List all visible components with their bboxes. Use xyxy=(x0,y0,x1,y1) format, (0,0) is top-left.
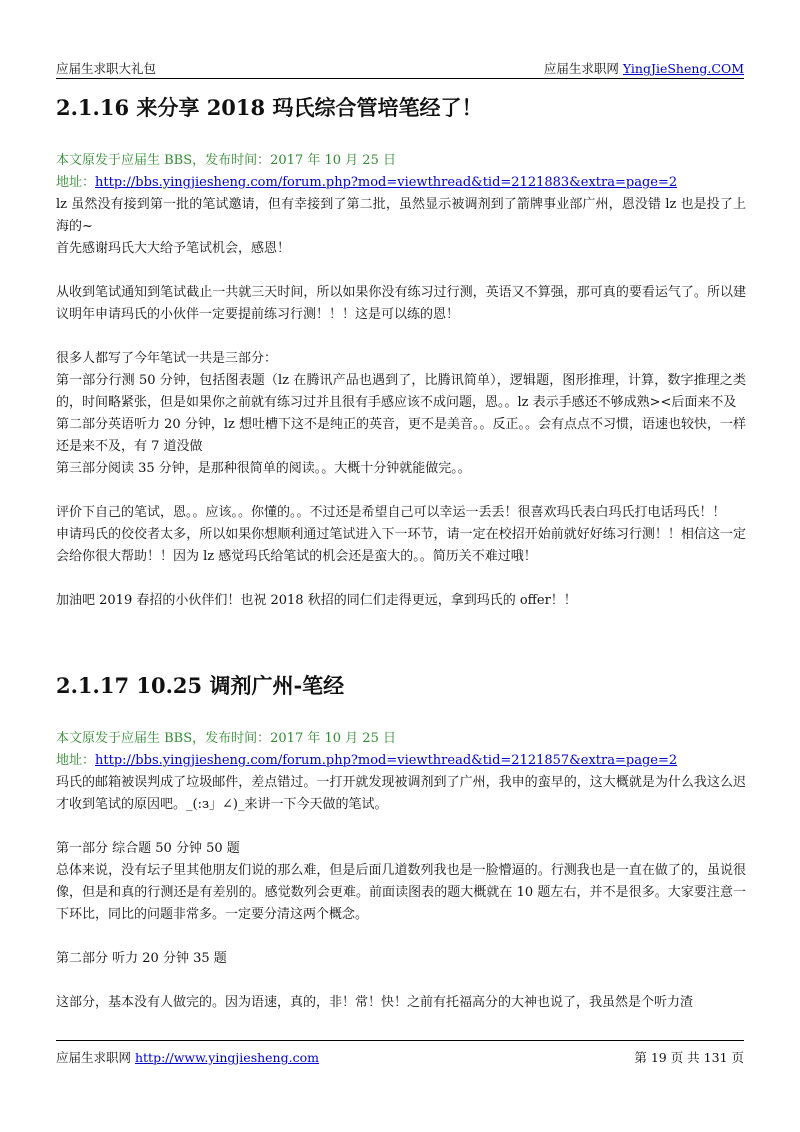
address-link[interactable]: http://bbs.yingjiesheng.com/forum.php?mod=viewthread&tid=2121883&extra=page=2 xyxy=(95,175,678,190)
address-label: 地址： xyxy=(56,753,96,768)
section-source: 本文原发于应届生 BBS，发布时间：2017 年 10 月 25 日 xyxy=(56,731,396,746)
page-header xyxy=(56,56,744,79)
page-content xyxy=(56,88,746,1014)
header-site-link[interactable]: YingJieSheng.COM xyxy=(622,61,744,76)
footer-site-name: 应届生求职网 xyxy=(56,1050,135,1065)
paragraph: 总体来说，没有坛子里其他朋友们说的那么难，但是后面几道数列我也是一脸懵逼的。行测我也是一直在做了的，虽说很像，但是和真的行测还是有差别的。感觉数列会更难。前面读图表的题大概就在 10 题左右，并不是很多。大家要注意一下环比，同比的问题非常多。一定要分清这两个概念。 xyxy=(56,863,746,922)
paragraph: 评价下自己的笔试，恩。。应该。。你懂的。。不过还是希望自己可以幸运一丢丢！很喜欢玛氏表白玛氏打电话玛氏！！ xyxy=(56,505,726,520)
blank-line xyxy=(56,480,746,502)
blank-line xyxy=(56,970,746,992)
blank-line xyxy=(56,326,746,348)
section-address xyxy=(56,172,746,194)
paragraph: lz 虽然没有接到第一批的笔试邀请，但有幸接到了第二批，虽然显示被调剂到了箭牌事业部广州，恩没错 lz 也是投了上海的~ xyxy=(56,197,746,234)
paragraph: 很多人都写了今年笔试一共是三部分： xyxy=(56,351,278,366)
paragraph: 第一部分行测 50 分钟，包括图表题（lz 在腾讯产品也遇到了，比腾讯简单），逻辑题，图形推理，计算，数字推理之类的，时间略紧张，但是如果你之前就有练习过并且很有手感应该不成问题，恩。。lz 表示手感还不够成熟><后面来不及 xyxy=(56,373,746,410)
section-source: 本文原发于应届生 BBS，发布时间：2017 年 10 月 25 日 xyxy=(56,153,396,168)
paragraph: 第二部分英语听力 20 分钟，lz 想吐槽下这不是纯正的英音，更不是美音。。反正。。会有点点不习惯，语速也较快，一样还是来不及，有 7 道没做 xyxy=(56,417,746,454)
paragraph: 第三部分阅读 35 分钟，是那种很简单的阅读。。大概十分钟就能做完。。 xyxy=(56,461,471,476)
paragraph: 加油吧 2019 春招的小伙伴们！也祝 2018 秋招的同仁们走得更远，拿到玛氏的 offer！！ xyxy=(56,593,577,608)
address-link[interactable]: http://bbs.yingjiesheng.com/forum.php?mod=viewthread&tid=2121857&extra=page=2 xyxy=(95,753,678,768)
paragraph: 这部分，基本没有人做完的。因为语速，真的，非！常！快！之前有托福高分的大神也说了，我虽然是个听力渣 xyxy=(56,995,694,1010)
paragraph: 玛氏的邮箱被误判成了垃圾邮件，差点错过。一打开就发现被调剂到了广州，我申的蛮早的，这大概就是为什么我这么迟才收到笔试的原因吧。_(:з」∠)_来讲一下今天做的笔试。 xyxy=(56,775,746,812)
footer-site xyxy=(56,1048,319,1066)
section-spacer xyxy=(56,612,746,666)
blank-line xyxy=(56,568,746,590)
page-footer xyxy=(56,1040,744,1065)
address-label: 地址： xyxy=(56,175,96,190)
section-address xyxy=(56,750,746,772)
blank-line xyxy=(56,260,746,282)
paragraph: 第二部分 听力 20 分钟 35 题 xyxy=(56,951,227,966)
section-title: 2.1.17 10.25 调剂广州-笔经 xyxy=(56,673,345,698)
header-site xyxy=(544,59,744,77)
page-number: 第 19 页 共 131 页 xyxy=(634,1050,744,1065)
blank-line xyxy=(56,926,746,948)
paragraph: 从收到笔试通知到笔试截止一共就三天时间，所以如果你没有练习过行测，英语又不算强，那可真的要看运气了。所以建议明年申请玛氏的小伙伴一定要提前练习行测！！！这是可以练的恩！ xyxy=(56,285,746,322)
section-title: 2.1.16 来分享 2018 玛氏综合管培笔经了！ xyxy=(56,95,483,120)
header-site-name: 应届生求职网 xyxy=(543,61,623,76)
paragraph: 第一部分 综合题 50 分钟 50 题 xyxy=(56,841,240,856)
header-title: 应届生求职大礼包 xyxy=(56,61,157,76)
blank-line xyxy=(56,816,746,838)
footer-site-link[interactable]: http://www.yingjiesheng.com xyxy=(134,1050,319,1065)
paragraph: 申请玛氏的佼佼者太多，所以如果你想顺利通过笔试进入下一环节，请一定在校招开始前就好好练习行测！！相信这一定会给你很大帮助！！因为 lz 感觉玛氏给笔试的机会还是蛮大的。。简历关不难过哦！ xyxy=(56,527,746,564)
paragraph: 首先感谢玛氏大大给予笔试机会，感恩！ xyxy=(56,241,291,256)
